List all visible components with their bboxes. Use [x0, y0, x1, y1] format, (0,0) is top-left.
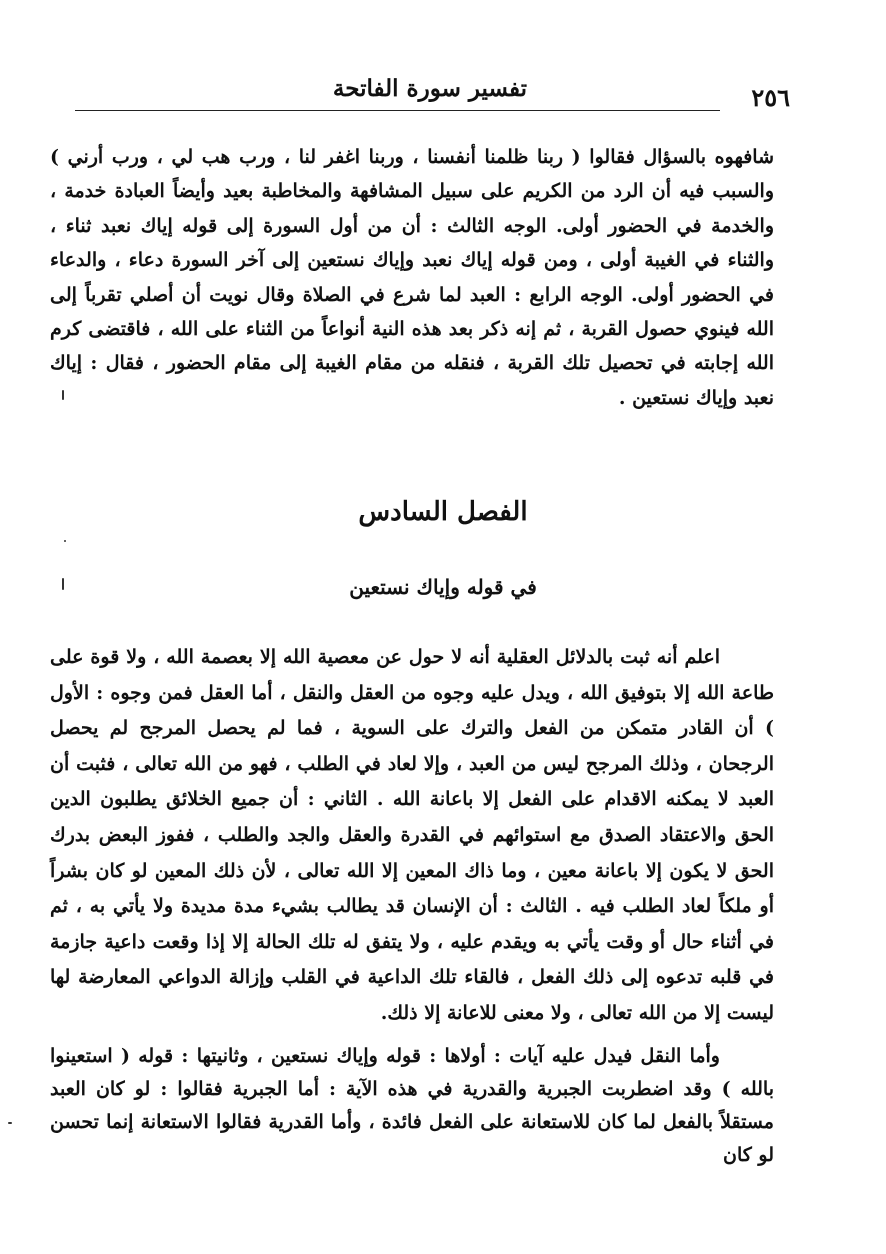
running-title: تفسير سورة الفاتحة	[332, 75, 528, 102]
chapter-title: الفصل السادس	[358, 497, 528, 527]
scan-speck	[8, 1122, 12, 1124]
body-paragraph-2: وأما النقل فيدل عليه آيات : أولاها : قوله وإياك نستعين ، وثانيتها : قوله ( استعينوا بالله ) وقد اضطربت الجبرية والقدرية في هذه الآية : أما الجبرية فقالوا : لو كان العبد مستقلاً بالفعل لما كان للاستعانة على الفعل فائدة ، وأما القدرية فقالوا الاستعانة إنما تحسن لو كان	[50, 1045, 774, 1166]
running-header	[70, 70, 790, 112]
body-paragraph-1: اعلم أنه ثبت بالدلائل العقلية أنه لا حول عن معصية الله إلا بعصمة الله ، ولا قوة على طاعة الله إلا بتوفيق الله ، ويدل عليه وجوه من العقل والنقل ، أما العقل فمن وجوه : الأول ) أن القادر متمكن من الفعل والترك على السوية ، فما لم يحصل المرجح لم يحصل الرجحان ، وذلك المرجح ليس من العبد ، وإلا لعاد في الطلب ، فهو من الله تعالى ، فثبت أن العبد لا يمكنه الاقدام على الفعل إلا باعانة الله . الثاني : أن جميع الخلائق يطلبون الدين الحق والاعتقاد الصدق مع استوائهم في القدرة والعقل والجد والطلب ، ففوز البعض بدرك الحق لا يكون إلا باعانة معين ، وما ذاك المعين إلا الله تعالى ، لأن ذلك المعين لو كان بشراً أو ملكاً لعاد الطلب فيه . الثالث : أن الإنسان قد يطالب بشيء مدة مديدة ولا يأتي به ، ثم في أثناء حال أو وقت يأتي به ويقدم عليه ، ولا يتفق له تلك الحالة إلا إذا وقعت داعية جازمة في قلبه تدعوه إلى ذلك الفعل ، فالقاء تلك الداعية في القلب وإزالة الدواعي المعارضة لها ليست إلا من الله تعالى ، ولا معنى للاعانة إلا ذلك.	[50, 646, 774, 1024]
page-number: ٢٥٦	[751, 83, 790, 112]
scan-speck	[62, 578, 64, 590]
scan-speck	[62, 390, 64, 400]
header-rule	[75, 110, 720, 111]
section-subtitle: في قوله وإياك نستعين	[349, 575, 537, 599]
top-paragraph: شافهوه بالسؤال فقالوا ( ربنا ظلمنا أنفسنا ، وربنا اغفر لنا ، ورب هب لي ، ورب أرني ) والسبب فيه أن الرد من الكريم على سبيل المشافهة والمخاطبة بعيد وأيضاً العبادة خدمة ، والخدمة في الحضور أولى. الوجه الثالث : أن من أول السورة إلى قوله إياك نعبد ثناء ، والثناء في الغيبة أولى ، ومن قوله إياك نعبد وإياك نستعين إلى آخر السورة دعاء ، والدعاء في الحضور أولى. الوجه الرابع : العبد لما شرع في الصلاة وقال نويت أن أصلي تقرباً إلى الله فينوي حصول القربة ، ثم إنه ذكر بعد هذه النية أنواعاً من الثناء على الله ، فاقتضى كرم الله إجابته في تحصيل تلك القربة ، فنقله من مقام الغيبة إلى مقام الحضور ، فقال : إياك نعبد وإياك نستعين .	[50, 146, 774, 409]
scan-speck	[64, 540, 66, 542]
